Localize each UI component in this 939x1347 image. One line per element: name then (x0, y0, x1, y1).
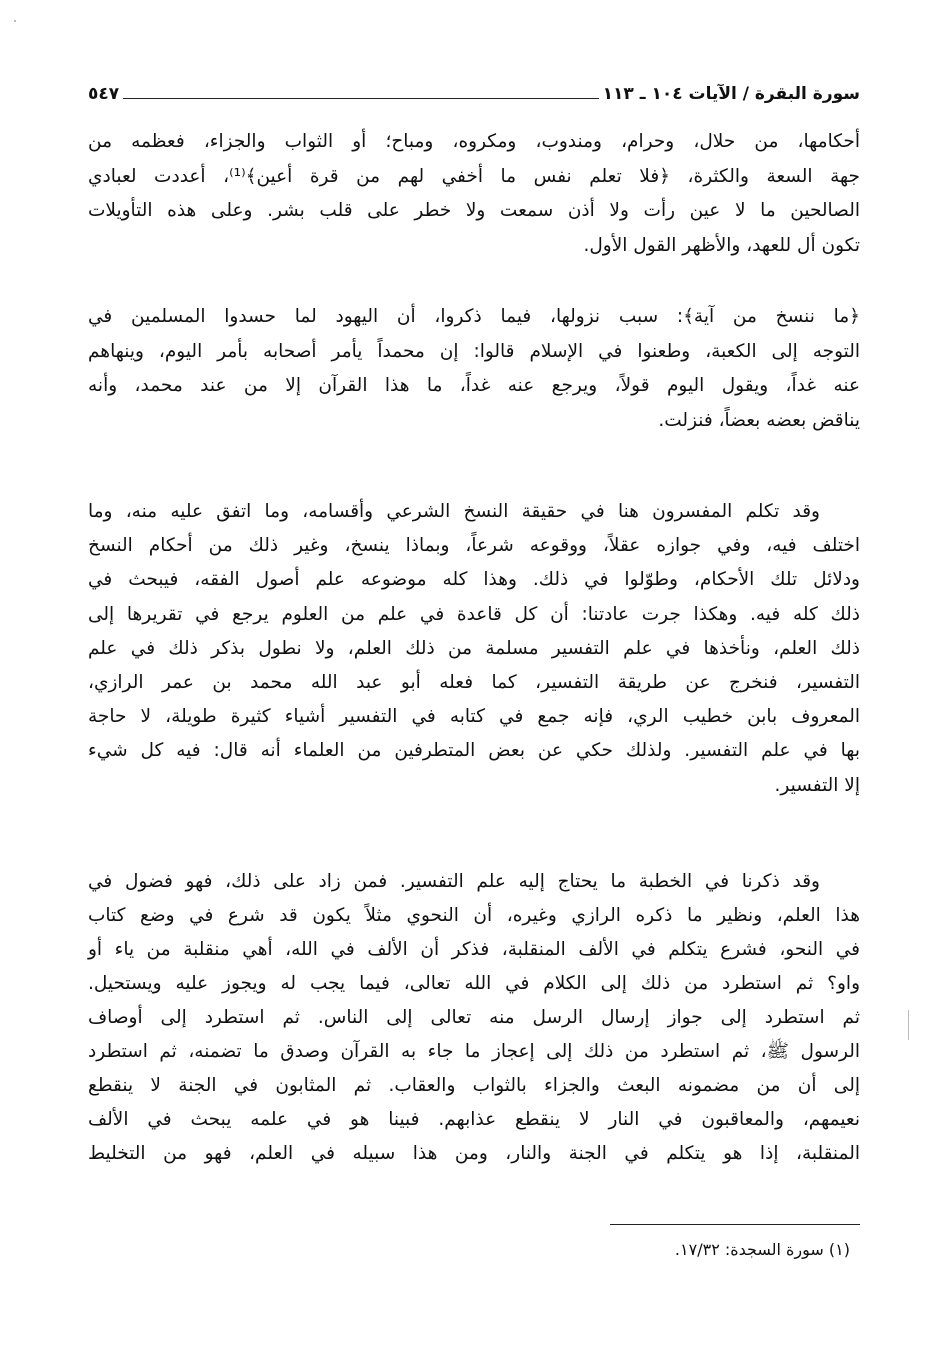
text-line: جهة السعة والكثرة، ﴿فلا تعلم نفس ما أخفي لهم من قرة أعين﴾⁽¹⁾، أعددت لعبادي (88, 165, 860, 187)
text-line: هذا العلم، ونظير ما ذكره الرازي وغيره، أن النحوي مثلاً يكون قد شرع في وضع كتاب (88, 905, 860, 926)
scan-speck (14, 20, 16, 22)
scan-speck (908, 1010, 909, 1040)
footnote-divider (610, 1224, 860, 1225)
text-line: وقد ذكرنا في الخطبة ما يحتاج إليه علم التفسير. فمن زاد على ذلك، فهو فضول في (88, 871, 820, 892)
text-line: بها في علم التفسير. ولذلك حكي عن بعض المتطرفين من العلماء أنه قال: فيه كل شيء (88, 740, 860, 762)
text-line: تكون أل للعهد، والأظهر القول الأول. (583, 235, 860, 257)
text-line: ذلك العلم، ونأخذها في علم التفسير مسلمة من ذلك العلم، ولا نطول بذكر ذلك في علم (88, 637, 860, 659)
text-line: الصالحين ما لا عين رأت ولا أذن سمعت ولا خطر على قلب بشر. وعلى هذه التأويلات (88, 200, 860, 222)
text-line: المنقلبة، إذا هو يتكلم في الجنة والنار، ومن هذا سبيله في العلم، فهو من التخليط (88, 1143, 860, 1164)
text-line: اختلف فيه، وفي جوازه عقلاً، ووقوعه شرعاً، وبماذا ينسخ، وغير ذلك من أحكام النسخ (88, 535, 860, 557)
text-line: ﴿ما ننسخ من آية﴾: سبب نزولها، فيما ذكروا، أن اليهود لما حسدوا المسلمين في (88, 306, 860, 327)
text-line: التوجه إلى الكعبة، وطعنوا في الإسلام قالوا: إن محمداً يأمر أصحابه بأمر اليوم، وينهاهم (88, 340, 860, 362)
text-line: نعيمهم، والمعاقبون في النار لا ينقطع عذابهم. فبينا هو في علمه يبحث في الألف (88, 1109, 860, 1130)
page-number: ٥٤٧ (88, 84, 120, 104)
text-line: وقد تكلم المفسرون هنا في حقيقة النسخ الشرعي وأقسامه، وما اتفق عليه منه، وما (88, 501, 820, 522)
text-line: في النحو، فشرع يتكلم في الألف المنقلبة، فذكر أن الألف في الله، أهي منقلبة من ياء أو (88, 939, 860, 960)
text-line: ذلك كله فيه. وهكذا جرت عادتنا: أن كل قاعدة في علم من العلوم يرجع في تقريرها إلى (88, 603, 860, 625)
text-line: يناقض بعضه بعضاً، فنزلت. (658, 409, 860, 431)
running-header (88, 78, 860, 104)
text-line: أحكامها، من حلال، وحرام، ومندوب، ومكروه، ومباح؛ أو الثواب والجزاء، فعظمه من (88, 131, 860, 152)
text-line: إلى أن من مضمونه البعث والجزاء بالثواب والعقاب. ثم المثابون في الجنة لا ينقطع (88, 1075, 860, 1096)
text-line: ثم استطرد إلى جواز إرسال الرسل منه تعالى إلى الناس. ثم استطرد إلى أوصاف (88, 1007, 860, 1028)
header-title: سورة البقرة / الآيات ١٠٤ ـ ١١٣ (602, 84, 860, 104)
text-line: واو؟ ثم استطرد من ذلك إلى الكلام في الله تعالى، فيما يجب له ويجوز عليه ويستحيل. (88, 973, 860, 994)
text-line: ودلائل تلك الأحكام، وطوّلوا في ذلك. وهذا كله موضوعه علم أصول الفقه، فيبحث في (88, 569, 860, 591)
text-line: إلا التفسير. (774, 774, 860, 796)
header-rule (123, 98, 599, 99)
text-line: الرسول ﷺ، ثم استطرد من ذلك إلى إعجاز ما جاء به القرآن وصدق ما تضمنه، ثم استطرد (88, 1041, 860, 1062)
text-line: عنه غداً، ويقول اليوم قولاً، ويرجع عنه غداً، ما هذا القرآن إلا من عند محمد، وأنه (88, 375, 860, 396)
text-line: المعروف بابن خطيب الري، فإنه جمع في كتابه في التفسير أشياء كثيرة طويلة، لا حاجة (88, 706, 860, 728)
footnote: (١) سورة السجدة: ١٧/٣٢. (674, 1240, 850, 1259)
text-line: التفسير، فنخرج عن طريقة التفسير، كما فعله أبو عبد الله محمد بن عمر الرازي، (88, 672, 860, 693)
